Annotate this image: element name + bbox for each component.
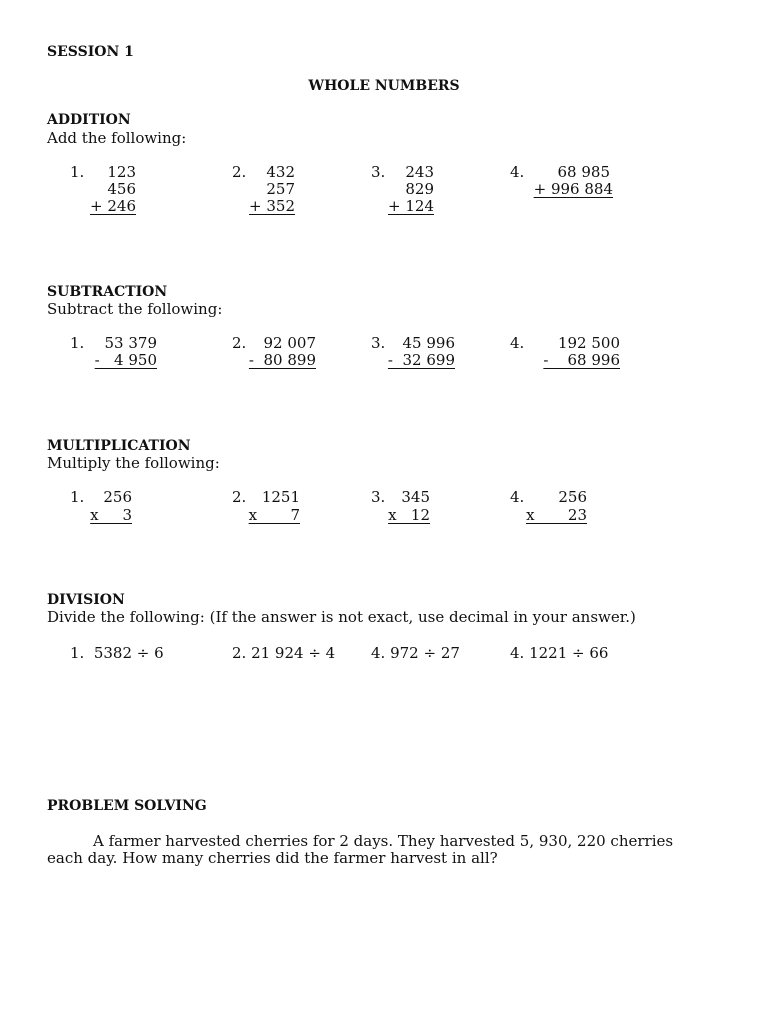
multiplicand: 256 bbox=[103, 488, 132, 506]
page-title: WHOLE NUMBERS bbox=[308, 78, 460, 94]
addend: 432 bbox=[266, 163, 295, 181]
multiplier: x 23 bbox=[526, 506, 587, 524]
problem-number: 2. bbox=[232, 488, 247, 506]
division-problem-3: 4. 972 ÷ 27 bbox=[371, 644, 460, 662]
problem-number: 3. bbox=[371, 334, 386, 352]
multiplication-heading: MULTIPLICATION bbox=[47, 438, 191, 454]
minuend: 92 007 bbox=[263, 334, 316, 352]
addend: + 124 bbox=[388, 197, 434, 215]
subtrahend: - 68 996 bbox=[543, 351, 620, 369]
problem-number: 1. bbox=[70, 334, 85, 352]
problem-number: 2. bbox=[232, 334, 247, 352]
problem-number: 4. bbox=[510, 334, 525, 352]
multiplicand: 1251 bbox=[261, 488, 300, 506]
problem-number: 3. bbox=[371, 488, 386, 506]
division-problem-2: 2. 21 924 ÷ 4 bbox=[232, 644, 336, 662]
addend: + 996 884 bbox=[533, 180, 613, 198]
subtrahend: - 4 950 bbox=[94, 351, 157, 369]
problem-number: 2. bbox=[232, 163, 247, 181]
multiplier: x 12 bbox=[388, 506, 430, 524]
word-problem-text: A farmer harvested cherries for 2 days. They harvested 5, 930, 220 cherries each day. How many cherries did the farmer harvest in all? bbox=[47, 832, 674, 867]
division-problem-4: 4. 1221 ÷ 66 bbox=[510, 644, 609, 662]
subtraction-heading: SUBTRACTION bbox=[47, 284, 168, 300]
addend: 456 bbox=[107, 180, 136, 198]
problem-number: 3. bbox=[371, 163, 386, 181]
subtraction-instruction: Subtract the following: bbox=[47, 300, 223, 318]
addend: 123 bbox=[107, 163, 136, 181]
addend: + 246 bbox=[90, 197, 136, 215]
minuend: 45 996 bbox=[402, 334, 455, 352]
subtrahend: - 32 699 bbox=[387, 351, 455, 369]
division-heading: DIVISION bbox=[47, 592, 125, 608]
division-problem-1: 1. 5382 ÷ 6 bbox=[70, 644, 164, 662]
multiplicand: 345 bbox=[401, 488, 430, 506]
addition-instruction: Add the following: bbox=[47, 129, 187, 147]
addend: 68 985 bbox=[557, 163, 610, 181]
problem-number: 1. bbox=[70, 488, 85, 506]
multiplier: x 3 bbox=[90, 506, 132, 524]
problem-number: 4. bbox=[510, 488, 525, 506]
addend: 257 bbox=[266, 180, 295, 198]
addend: 829 bbox=[405, 180, 434, 198]
multiplicand: 256 bbox=[558, 488, 587, 506]
subtrahend: - 80 899 bbox=[248, 351, 316, 369]
problem-number: 1. bbox=[70, 163, 85, 181]
minuend: 53 379 bbox=[104, 334, 157, 352]
addend: 243 bbox=[405, 163, 434, 181]
addition-heading: ADDITION bbox=[47, 112, 131, 128]
addend: + 352 bbox=[249, 197, 295, 215]
multiplication-instruction: Multiply the following: bbox=[47, 454, 220, 472]
minuend: 192 500 bbox=[557, 334, 620, 352]
problem-solving-heading: PROBLEM SOLVING bbox=[47, 798, 207, 814]
division-instruction: Divide the following: (If the answer is not exact, use decimal in your answer.) bbox=[47, 608, 636, 626]
multiplier: x 7 bbox=[248, 506, 300, 524]
session-title: SESSION 1 bbox=[47, 44, 134, 60]
problem-number: 4. bbox=[510, 163, 525, 181]
